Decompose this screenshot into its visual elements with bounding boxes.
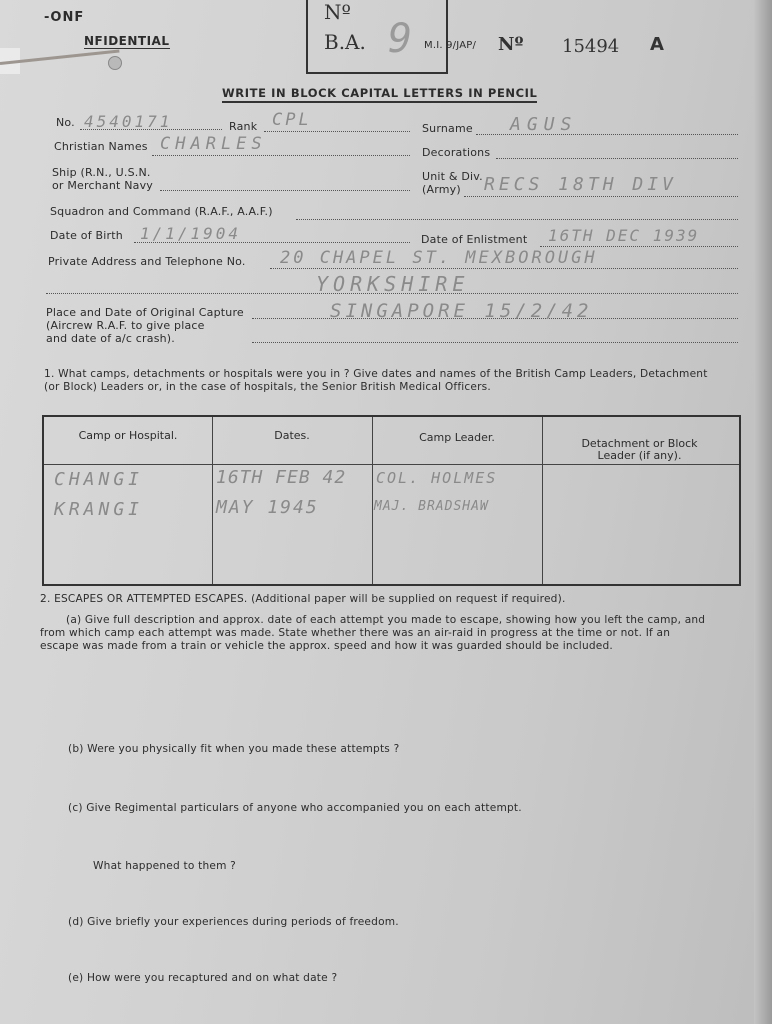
- q2d-text: (d) Give briefly your experiences during periods of freedom.: [68, 916, 399, 928]
- no-value: 4540171: [84, 112, 173, 131]
- col-header-detachment-1: Detachment or Block: [581, 437, 698, 450]
- decorations-label: Decorations: [422, 146, 491, 159]
- enlistment-value: 16TH DEC 1939: [548, 226, 700, 245]
- rank-line: [264, 131, 410, 132]
- table-cell: COL. HOLMES: [376, 469, 498, 487]
- unit-value: RECS 18TH DIV: [484, 174, 677, 195]
- squadron-line: [296, 219, 738, 220]
- capture-label-3: and date of a/c crash).: [46, 332, 175, 345]
- col-header-dates: Dates.: [274, 429, 310, 442]
- enlistment-line: [540, 246, 738, 247]
- dob-value: 1/1/1904: [140, 224, 242, 243]
- ship-line: [160, 190, 410, 191]
- christian-names-line: [152, 155, 410, 156]
- form-reference: M.I. 9/JAP/: [424, 40, 477, 51]
- table-divider: [212, 417, 213, 584]
- table-cell: MAJ. BRADSHAW: [374, 499, 489, 514]
- q1-text-2: (or Block) Leaders or, in the case of hospitals, the Senior British Medical Officers.: [44, 381, 491, 393]
- ba-stamp: [306, 0, 448, 74]
- enlistment-label: Date of Enlistment: [421, 233, 528, 246]
- capture-label-2: (Aircrew R.A.F. to give place: [46, 319, 205, 332]
- address-label: Private Address and Telephone No.: [48, 255, 246, 268]
- stamp-handwritten: 9: [388, 16, 416, 62]
- unit-label-2: (Army): [422, 183, 461, 196]
- q1-text-1: 1. What camps, detachments or hospitals were you in ? Give dates and names of the British Camp Leaders, Detachment: [44, 368, 708, 380]
- q2a-text-2: from which camp each attempt was made. State whether there was an air-raid in progress at the time or not. If an: [40, 627, 671, 639]
- grommet: [108, 56, 122, 70]
- address-line-1: [270, 268, 738, 269]
- instruction-heading: WRITE IN BLOCK CAPITAL LETTERS IN PENCIL: [222, 86, 537, 103]
- col-header-leader: Camp Leader.: [419, 431, 495, 444]
- table-cell: 16TH FEB 42: [216, 467, 347, 488]
- table-cell: KRANGI: [54, 499, 144, 520]
- table-cell: CHANGI: [54, 469, 144, 490]
- q2c-followup-text: What happened to them ?: [93, 860, 236, 872]
- rank-value: CPL: [272, 110, 312, 130]
- capture-label-1: Place and Date of Original Capture: [46, 306, 244, 319]
- squadron-label: Squadron and Command (R.A.F., A.A.F.): [50, 205, 273, 218]
- christian-names-value: CHARLES: [160, 134, 267, 154]
- paper-edge: [754, 0, 772, 1024]
- decorations-line: [496, 158, 738, 159]
- dob-label: Date of Birth: [50, 229, 123, 242]
- surname-label: Surname: [422, 122, 473, 135]
- no-label: No.: [56, 116, 75, 129]
- q2e-text: (e) How were you recaptured and on what date ?: [68, 972, 338, 984]
- address-value-1: 20 CHAPEL ST. MEXBOROUGH: [280, 248, 598, 268]
- table-header-rule: [44, 464, 739, 465]
- capture-line-2: [252, 342, 738, 343]
- rank-label: Rank: [229, 120, 258, 133]
- stamp-no: Nº: [324, 0, 351, 24]
- address-value-2: YORKSHIRE: [316, 272, 470, 296]
- q2-title: 2. ESCAPES OR ATTEMPTED ESCAPES. (Additional paper will be supplied on request if required).: [40, 593, 566, 605]
- stamp-ba: B.A.: [324, 30, 366, 54]
- serial-suffix: A: [650, 34, 664, 55]
- q2a-text-3: escape was made from a train or vehicle the approx. speed and how it was guarded should be included.: [40, 640, 613, 652]
- q2a-text-1: (a) Give full description and approx. date of each attempt you made to escape, showing how you left the camp, and: [66, 614, 706, 626]
- christian-names-label: Christian Names: [54, 140, 148, 153]
- table-cell: MAY 1945: [216, 497, 319, 518]
- confidential-mark-2: NFIDENTIAL: [84, 34, 170, 48]
- camps-table: [42, 415, 741, 586]
- capture-value: SINGAPORE 15/2/42: [330, 300, 593, 322]
- ship-label-1: Ship (R.N., U.S.N.: [52, 166, 151, 179]
- serial-label: Nº: [498, 34, 524, 55]
- q2b-text: (b) Were you physically fit when you made these attempts ?: [68, 743, 400, 755]
- surname-value: AGUS: [510, 114, 578, 135]
- q2c-text: (c) Give Regimental particulars of anyone who accompanied you on each attempt.: [68, 802, 522, 814]
- col-header-detachment-2: Leader (if any).: [597, 449, 682, 462]
- confidential-mark-1: -ONF: [44, 10, 85, 25]
- unit-label-1: Unit & Div.: [422, 170, 483, 183]
- serial-number: 15494: [562, 36, 620, 57]
- unit-line: [464, 196, 738, 197]
- col-header-camp: Camp or Hospital.: [78, 429, 178, 442]
- ship-label-2: or Merchant Navy: [52, 179, 154, 192]
